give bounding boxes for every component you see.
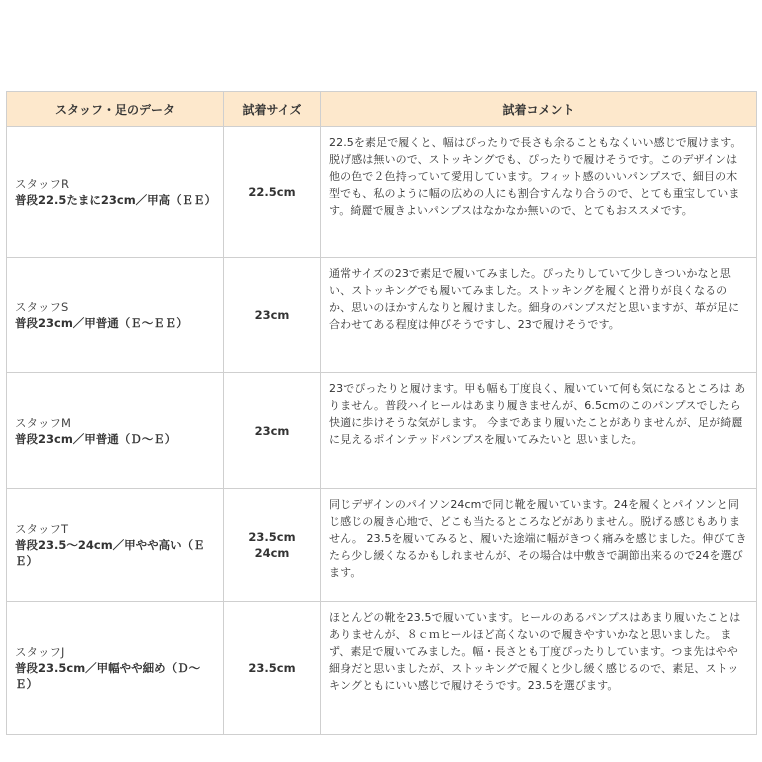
foot-data: 普段23.5～24cm／甲やや高い（ＥＥ） bbox=[15, 538, 205, 568]
staff-name: スタッフM bbox=[15, 415, 71, 430]
trial-size: 24cm bbox=[254, 546, 290, 560]
comment-cell: 通常サイズの23で素足で履いてみました。ぴったりしていて少しきついかなと思い、ストッキングでも履いてみました。ストッキングを履くと滑りが良くなるのか、思いのほかすんなりと履けました。細身のパンプスだと思いますが、革が足に合わせてある程度は伸びそうですし、23で履けそうです。 bbox=[321, 258, 757, 373]
size-cell bbox=[224, 489, 321, 602]
header-staff-foot-data: スタッフ・足のデータ bbox=[7, 92, 224, 127]
size-cell bbox=[224, 373, 321, 489]
foot-data: 普段23cm／甲普通（Ｅ～ＥＥ） bbox=[15, 316, 188, 330]
staff-cell bbox=[7, 127, 224, 258]
header-trial-comment: 試着コメント bbox=[321, 92, 757, 127]
size-cell bbox=[224, 127, 321, 258]
comment-cell: 22.5を素足で履くと、幅はぴったりで長さも余ることもなくいい感じで履けます。脱げ感は無いので、ストッキングでも、ぴったりで履けそうです。このデザインは他の色で２色持っていて愛用しています。フィット感のいいパンプスで、細目の木型でも、私のように幅の広めの人にも割合すんなり合うので、とても重宝しています。綺麗で履きよいパンプスはなかなか無いので、とてもおススメです。 bbox=[321, 127, 757, 258]
staff-cell bbox=[7, 373, 224, 489]
table-row bbox=[7, 258, 757, 373]
size-cell bbox=[224, 258, 321, 373]
staff-name: スタッフT bbox=[15, 522, 69, 536]
table-row bbox=[7, 373, 757, 489]
fitting-comment-table bbox=[6, 91, 757, 735]
staff-name: スタッフR bbox=[15, 177, 69, 191]
trial-size: 22.5cm bbox=[248, 185, 296, 199]
header-trial-size: 試着サイズ bbox=[224, 92, 321, 127]
trial-size: 23.5cm bbox=[248, 530, 296, 544]
table-row bbox=[7, 127, 757, 258]
table-row bbox=[7, 489, 757, 602]
staff-cell bbox=[7, 258, 224, 373]
foot-data: 普段23cm／甲普通（Ｄ～Ｅ） bbox=[15, 431, 177, 446]
foot-data: 普段22.5たまに23cm／甲高（ＥＥ） bbox=[15, 193, 217, 207]
comment-cell: 同じデザインのパイソン24cmで同じ靴を履いています。24を履くとパイソンと同じ感じの履き心地で、どこも当たるところなどがありません。脱げる感じもありません。 23.5を履いてみると、履いた途端に幅がきつく痛みを感じました。伸びてきたら少し緩くなるかもしれませんが、その場合は中敷きで調節出来るので24を選びます。 bbox=[321, 489, 757, 602]
table-row bbox=[7, 602, 757, 735]
table-header-row bbox=[7, 92, 757, 127]
trial-size: 23.5cm bbox=[248, 661, 296, 675]
comment-cell: ほとんどの靴を23.5で履いています。ヒールのあるパンプスはあまり履いたことはありませんが、８ｃｍヒールほど高くないので履きやすいかなと思いました。 まず、素足で履いてみました。幅・長さとも丁度ぴったりしています。つま先はやや細身だと思いましたが、ストッキングで履くと少し緩く感じるので、素足、ストッキングともにいい感じで履けそうです。23.5を選びます。 bbox=[321, 602, 757, 735]
staff-cell bbox=[7, 602, 224, 735]
trial-size: 23cm bbox=[254, 308, 290, 322]
staff-name: スタッフJ bbox=[15, 645, 65, 659]
staff-cell bbox=[7, 489, 224, 602]
trial-size: 23cm bbox=[254, 423, 290, 438]
staff-name: スタッフS bbox=[15, 300, 69, 314]
comment-cell: 23でぴったりと履けます。甲も幅も丁度良く、履いていて何も気になるところは ありません。普段ハイヒールはあまり履きませんが、6.5cmのこのパンプスでしたら 快適に歩けそうな気がします。 今まであまり履いたことがありませんが、足が綺麗に見えるポインテッドパンプスを履いてみたいと 思いました。 bbox=[321, 373, 757, 489]
foot-data: 普段23.5cm／甲幅やや細め（Ｄ～Ｅ） bbox=[15, 661, 201, 691]
size-cell bbox=[224, 602, 321, 735]
